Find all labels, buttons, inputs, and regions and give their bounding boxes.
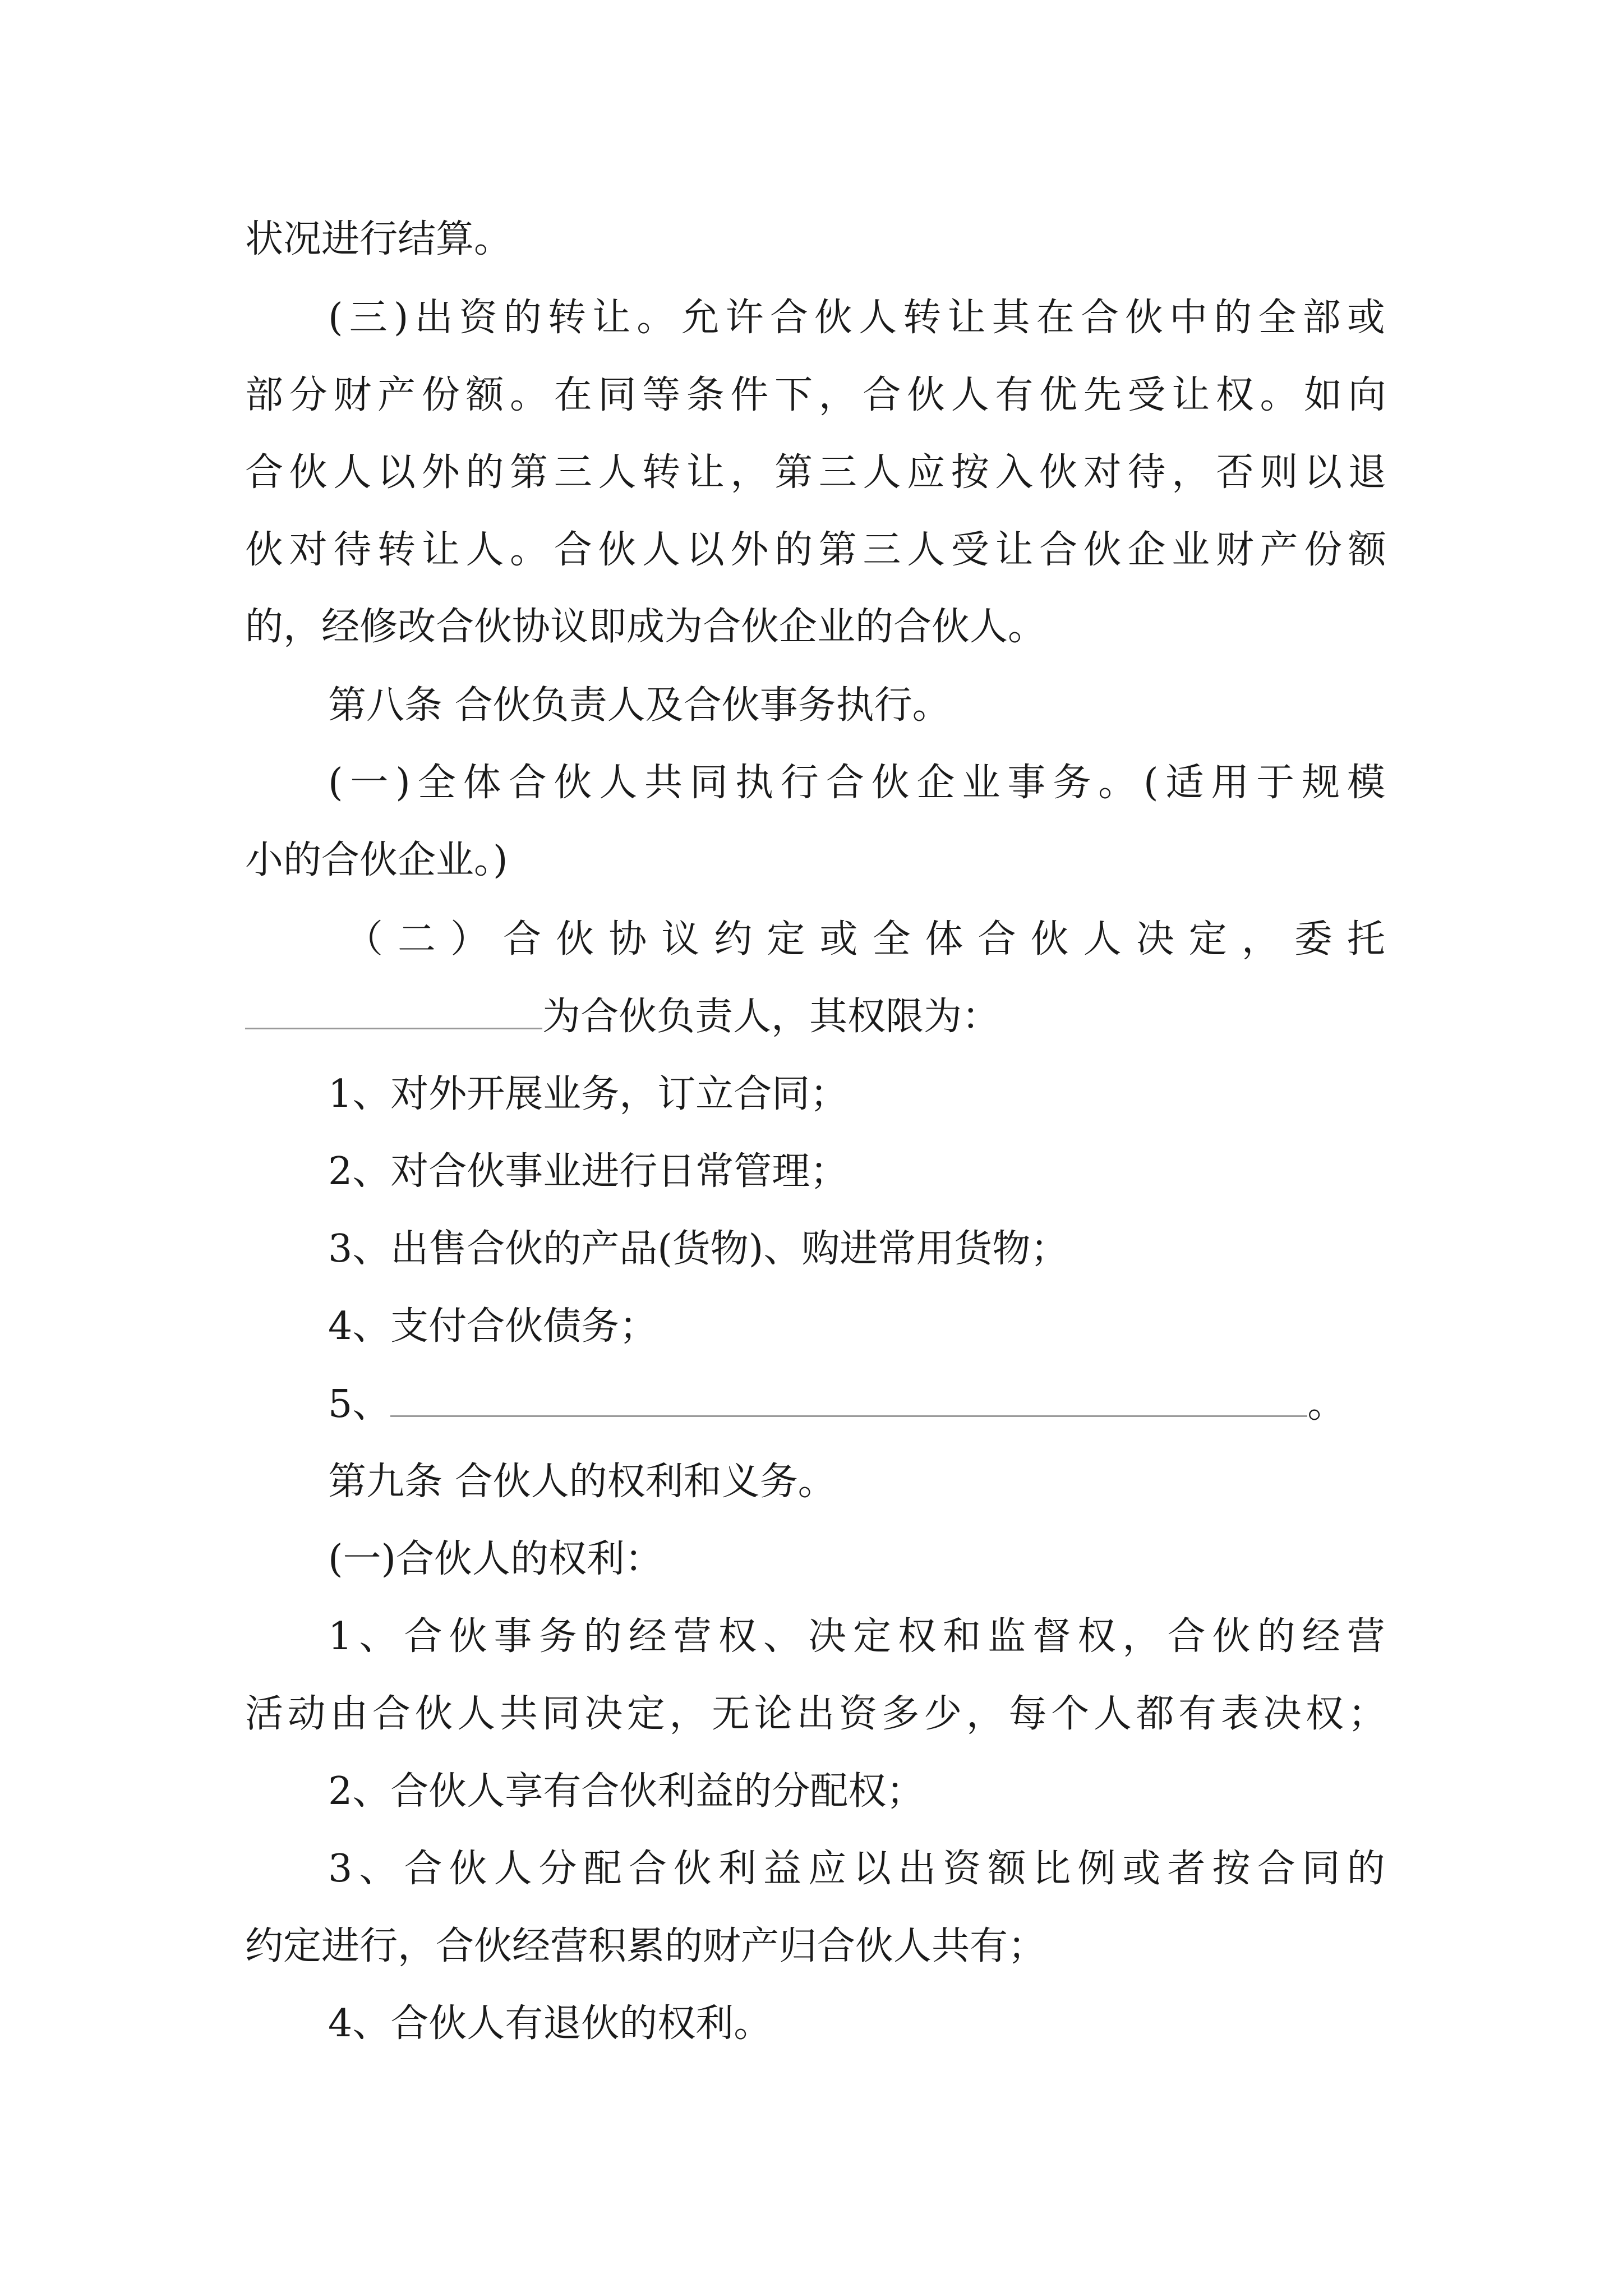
character: 转 [642,450,681,495]
character: 定 [1188,917,1227,961]
article-8-item-2 [345,917,1385,961]
character: 业 [962,761,1000,805]
character: 应 [907,450,946,495]
character: 以 [686,528,725,572]
character: 在 [1036,296,1075,340]
character: 额 [465,373,504,417]
character: 下 [774,373,813,417]
rights-item-2: 2、合伙人享有合伙利益的分配权； [328,1769,925,1814]
character: 条 [686,373,725,417]
character: 或 [819,917,858,961]
character: 伙 [1039,450,1078,495]
character: 。 [510,373,548,417]
character: 督 [1032,1614,1071,1659]
character: 少 [924,1692,962,1736]
article-8-item-1 [328,761,1385,805]
character: 共 [644,761,683,805]
character: 和 [943,1614,981,1659]
character: 其 [992,296,1030,340]
character: ( [1143,761,1159,805]
character: 活 [245,1692,284,1736]
character: 一 [350,761,389,805]
character: 中 [1169,296,1208,340]
character: 入 [995,450,1034,495]
character: 由 [330,1692,368,1736]
character: 人 [907,528,946,572]
character: 于 [1256,761,1295,805]
character: 。 [1098,761,1137,805]
character: 定 [853,1614,892,1659]
character: 人 [457,1692,496,1736]
character: 合 [628,1847,667,1891]
character: 人 [951,373,989,417]
character: 人 [642,528,681,572]
character: ， [1241,917,1280,961]
character: 权 [1215,373,1254,417]
character: 人 [1093,1692,1132,1736]
character: 用 [1211,761,1249,805]
character: 例 [1077,1847,1116,1891]
character: 监 [988,1614,1026,1659]
character: ， [818,373,857,417]
character: ) [393,296,409,340]
character: 委 [1294,917,1332,961]
character: 向 [1348,373,1386,417]
authority-item-5 [328,1382,1623,1427]
character: 人 [465,528,504,572]
character: 体 [463,761,501,805]
character: 利 [718,1847,757,1891]
character: 资 [838,1692,877,1736]
character: 都 [1136,1692,1174,1736]
character: 合 [404,1847,442,1891]
character: 。 [637,296,675,340]
paragraph-line-text: 为合伙负责人，其权限为： [542,995,1000,1039]
character: 企 [916,761,955,805]
character: （ [345,917,384,961]
character: 合 [404,1614,442,1659]
character: 按 [1212,1847,1251,1891]
character: 无 [712,1692,750,1736]
character: 事 [494,1614,532,1659]
character: 同 [542,1692,580,1736]
character: 伙 [598,528,637,572]
character: 合 [826,761,864,805]
character: 对 [1083,450,1122,495]
character: 或 [1347,296,1385,340]
character: 合 [863,373,901,417]
character: 、 [763,1614,801,1659]
character: 、 [359,1614,398,1659]
character: 人 [494,1847,532,1891]
rights-item-3 [328,1847,1385,1891]
character: 第 [818,528,857,572]
paragraph-line [245,528,1386,572]
character: 外 [730,528,769,572]
character: 分 [289,373,328,417]
character: 表 [1220,1692,1259,1736]
authority-item-4: 4、支付合伙债务； [328,1304,658,1349]
character: ； [1348,1692,1386,1736]
character: 企 [1127,528,1166,572]
character: 份 [1304,528,1343,572]
character: 产 [1260,528,1298,572]
character: 定 [767,917,805,961]
character: 出 [898,1847,937,1891]
character: 合 [1039,528,1078,572]
character: 人 [1083,917,1122,961]
character: 如 [1304,373,1343,417]
character: 伙 [449,1847,487,1891]
character: 行 [780,761,819,805]
character: 或 [1122,1847,1161,1891]
article-9-heading: 第九条 合伙人的权利和义务。 [328,1460,836,1504]
paragraph-line [245,373,1386,417]
character: ） [450,917,489,961]
character: 全 [872,917,911,961]
character: 同 [1302,1847,1340,1891]
character: 合 [508,761,547,805]
character: 伙 [414,1692,453,1736]
character: 受 [1127,373,1166,417]
character: 者 [1167,1847,1206,1891]
article-8-heading: 第八条 合伙负责人及合伙事务执行。 [328,683,951,728]
paragraph-line: 状况进行结算。 [245,217,513,261]
character: 伙 [554,761,592,805]
character: 的 [1257,1614,1295,1659]
character: 以 [1304,450,1343,495]
article-9-item-1-heading: (一)合伙人的权利： [328,1537,663,1581]
character: 权 [718,1614,757,1659]
character: 。 [510,528,548,572]
character: 受 [951,528,989,572]
character: 伙 [1030,917,1069,961]
character: 让 [947,296,986,340]
character: 在 [554,373,592,417]
character: 经 [1302,1614,1340,1659]
character: 的 [465,450,504,495]
character: ( [328,296,343,340]
character: ， [966,1692,1004,1736]
character: 约 [714,917,753,961]
character: 三 [349,296,388,340]
character: 多 [881,1692,920,1736]
paragraph-line [245,1692,1386,1736]
character: 先 [1083,373,1122,417]
character: 伙 [1083,528,1122,572]
character: 优 [1039,373,1078,417]
paragraph-line: 的，经修改合伙协议即成为合伙企业的合伙人。 [245,605,1046,649]
authority-item-5-blank[interactable] [390,1392,1307,1417]
character: 以 [853,1847,892,1891]
character: 出 [414,296,453,340]
delegate-line [245,995,1623,1039]
character: 配 [583,1847,622,1891]
character: 转 [547,296,586,340]
character: 的 [774,528,813,572]
character: 权 [1306,1692,1344,1736]
character: 全 [417,761,456,805]
character: 许 [725,296,764,340]
character: 规 [1302,761,1340,805]
character: 决 [1136,917,1174,961]
character: 待 [333,528,372,572]
character: 的 [583,1614,622,1659]
character: 让 [686,450,725,495]
character: 则 [1260,450,1298,495]
character: 资 [943,1847,981,1891]
character: 额 [1348,528,1386,572]
character: 伙 [289,450,328,495]
character: 营 [1347,1614,1385,1659]
character: 全 [1258,296,1297,340]
character: 资 [459,296,497,340]
character: 业 [1172,528,1210,572]
character: 益 [763,1847,801,1891]
character: 合 [503,917,542,961]
character: 协 [608,917,647,961]
character: 个 [1051,1692,1090,1736]
character: 退 [1348,450,1386,495]
character: 议 [661,917,700,961]
character: 、 [359,1847,398,1891]
character: 部 [245,373,284,417]
character: 体 [925,917,963,961]
character: 转 [903,296,942,340]
rights-item-4: 4、合伙人有退伙的权利。 [328,2001,772,2046]
character: 伙 [1125,296,1164,340]
character: 比 [1032,1847,1071,1891]
character: 同 [598,373,637,417]
character: 合 [978,917,1016,961]
character: 人 [863,450,901,495]
character: 模 [1347,761,1385,805]
character: 权 [898,1614,937,1659]
character: 动 [287,1692,326,1736]
character: 决 [1263,1692,1302,1736]
paragraph-line: 小的合伙企业。) [245,838,508,882]
character: 的 [1214,296,1252,340]
rights-item-1 [328,1614,1385,1659]
character: 等 [642,373,681,417]
character: 合 [1080,296,1119,340]
character: 托 [1347,917,1385,961]
character: ( [328,761,343,805]
paragraph-line [245,450,1386,495]
character: 让 [421,528,460,572]
character: 的 [1347,1847,1385,1891]
character: 决 [584,1692,623,1736]
character: 事 [1007,761,1046,805]
character: 适 [1165,761,1204,805]
character: 伙 [556,917,594,961]
character: 外 [421,450,460,495]
character: 待 [1127,450,1166,495]
character: 论 [754,1692,792,1736]
character: 有 [995,373,1034,417]
character: ， [669,1692,708,1736]
character: 财 [333,373,372,417]
character: 额 [988,1847,1026,1891]
character: 份 [421,373,460,417]
character: 伙 [907,373,946,417]
character: 分 [538,1847,577,1891]
responsible-person-blank[interactable] [245,1005,542,1029]
character: 让 [592,296,631,340]
character: 人 [333,450,372,495]
character: 伙 [673,1847,712,1891]
character: 第 [774,450,813,495]
character: 务 [1053,761,1091,805]
character: 三 [818,450,857,495]
character: 以 [377,450,416,495]
character: 伙 [871,761,910,805]
character: 3 [328,1847,353,1891]
authority-item-1: 1、对外开展业务，订立合同； [328,1072,849,1116]
character: 让 [1172,373,1210,417]
character: 合 [245,450,284,495]
character: 财 [1215,528,1254,572]
character: 伙 [814,296,852,340]
character: 允 [681,296,720,340]
authority-item-2: 2、对合伙事业进行日常管理； [328,1149,849,1194]
character: ， [1122,1614,1161,1659]
character: 合 [769,296,808,340]
character: ， [1172,450,1210,495]
section-3-transfer-line [328,296,1385,340]
character: 对 [289,528,328,572]
character: 出 [796,1692,835,1736]
character: ， [730,450,769,495]
character: 转 [377,528,416,572]
character: 经 [628,1614,667,1659]
character: 产 [377,373,416,417]
character: 的 [503,296,542,340]
character: 应 [808,1847,846,1891]
character: 按 [951,450,989,495]
character: 营 [673,1614,712,1659]
character: 定 [626,1692,665,1736]
character: 有 [1178,1692,1217,1736]
character: 件 [730,373,769,417]
character: 共 [499,1692,538,1736]
character: 第 [510,450,548,495]
character: 合 [372,1692,411,1736]
character: 人 [599,761,638,805]
character: 伙 [1212,1614,1251,1659]
character: 合 [1257,1847,1295,1891]
character: 人 [859,296,897,340]
character: 合 [1167,1614,1206,1659]
character: 权 [1077,1614,1116,1659]
character: 三 [863,528,901,572]
paragraph-line: 约定进行，合伙经营积累的财产归合伙人共有； [245,1924,1046,1968]
character: 。 [1260,373,1298,417]
character: 伙 [449,1614,487,1659]
character: 务 [538,1614,577,1659]
character: 执 [735,761,773,805]
character: 人 [598,450,637,495]
paragraph-line-text: 。 [1307,1382,1346,1427]
paragraph-line-text: 5、 [328,1382,391,1427]
character: 每 [1008,1692,1047,1736]
character: 伙 [245,528,284,572]
character: 同 [690,761,728,805]
character: ) [395,761,411,805]
character: 三 [554,450,592,495]
character: 否 [1215,450,1254,495]
character: 合 [554,528,592,572]
character: 1 [328,1614,353,1659]
character: 决 [808,1614,846,1659]
character: 部 [1302,296,1341,340]
authority-item-3: 3、出售合伙的产品(货物)、购进常用货物； [328,1227,1069,1271]
character: 二 [398,917,436,961]
character: 让 [995,528,1034,572]
